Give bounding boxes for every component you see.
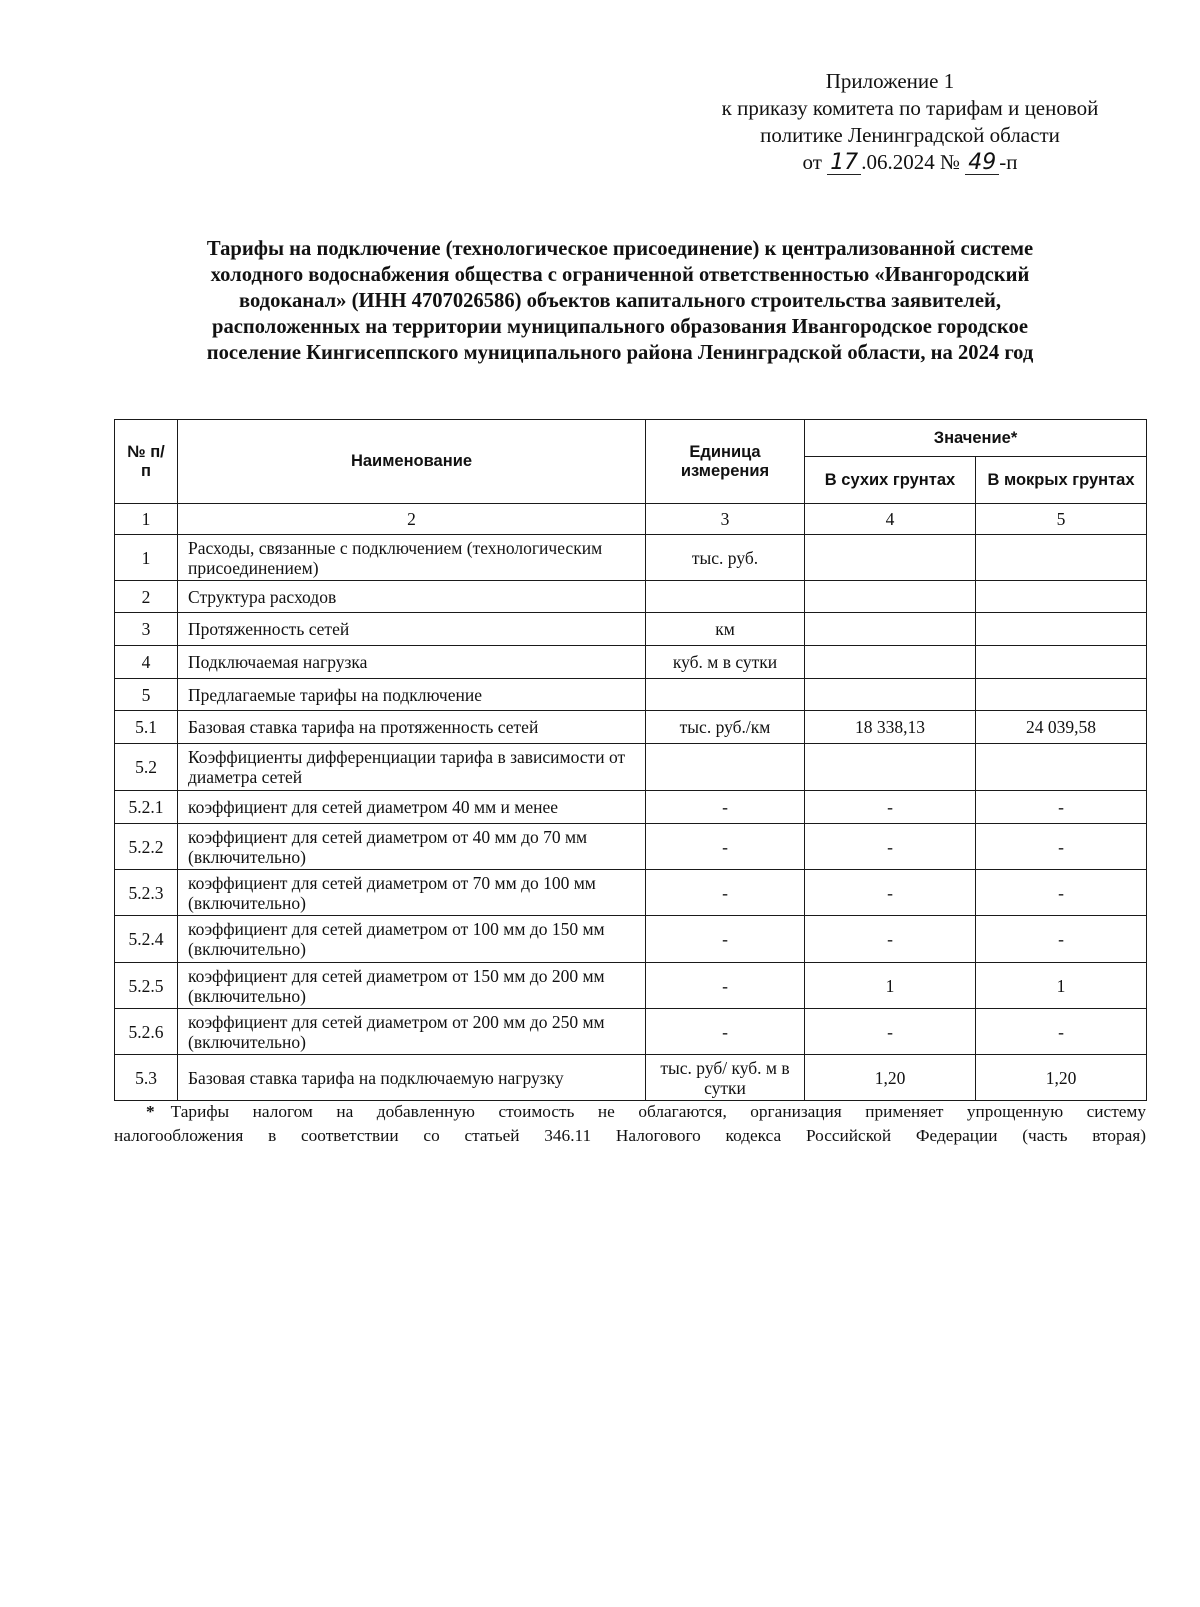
row-value-dry — [805, 581, 976, 613]
row-value-dry — [805, 646, 976, 679]
row-value-wet — [976, 581, 1147, 613]
row-value-dry: - — [805, 824, 976, 870]
header-wet-soil: В мокрых грунтах — [976, 457, 1147, 504]
row-value-wet — [976, 744, 1147, 791]
footnote-marker: * — [146, 1102, 155, 1121]
table-row — [115, 613, 1147, 646]
table-row — [115, 581, 1147, 613]
column-index: 1 — [115, 504, 178, 535]
row-value-wet: - — [976, 824, 1147, 870]
row-value-wet — [976, 535, 1147, 581]
row-number: 5.2 — [115, 744, 178, 791]
order-date-line — [640, 149, 1140, 176]
row-number: 2 — [115, 581, 178, 613]
row-number: 5 — [115, 679, 178, 711]
row-value-wet: 24 039,58 — [976, 711, 1147, 744]
title-line: поселение Кингисеппского муниципального района Ленинградской области, на 2024 год — [206, 342, 1034, 364]
table-row — [115, 870, 1147, 916]
column-index: 3 — [646, 504, 805, 535]
order-reference-line-2: политике Ленинградской области — [760, 123, 1060, 147]
row-value-wet: - — [976, 791, 1147, 824]
row-unit: - — [646, 791, 805, 824]
row-name: Расходы, связанные с подключением (технологическим присоединением) — [178, 535, 646, 581]
row-value-dry: 18 338,13 — [805, 711, 976, 744]
row-value-dry: 1 — [805, 963, 976, 1009]
row-unit — [646, 744, 805, 791]
date-rest: .06.2024 № — [861, 150, 960, 174]
row-value-dry: - — [805, 870, 976, 916]
row-unit: - — [646, 870, 805, 916]
row-unit — [646, 679, 805, 711]
row-value-dry — [805, 744, 976, 791]
row-value-wet — [976, 613, 1147, 646]
table-row — [115, 916, 1147, 963]
header-value-group: Значение* — [805, 420, 1147, 457]
column-index: 5 — [976, 504, 1147, 535]
table-row — [115, 711, 1147, 744]
table-row — [115, 963, 1147, 1009]
row-name: Базовая ставка тарифа на подключаемую нагрузку — [178, 1055, 646, 1101]
row-name: Подключаемая нагрузка — [178, 646, 646, 679]
row-number: 5.2.4 — [115, 916, 178, 963]
row-name: Предлагаемые тарифы на подключение — [178, 679, 646, 711]
table-row — [115, 679, 1147, 711]
title-line: холодного водоснабжения общества с ограниченной ответственностью «Ивангородский — [210, 264, 1030, 286]
row-value-dry — [805, 613, 976, 646]
row-name: коэффициент для сетей диаметром от 100 мм до 150 мм (включительно) — [178, 916, 646, 963]
tariffs-table — [114, 419, 1147, 1101]
row-number: 5.2.6 — [115, 1009, 178, 1055]
table-row — [115, 535, 1147, 581]
row-unit — [646, 581, 805, 613]
column-index: 4 — [805, 504, 976, 535]
row-number: 5.2.2 — [115, 824, 178, 870]
row-value-dry: - — [805, 916, 976, 963]
table-row — [115, 791, 1147, 824]
row-value-wet: 1,20 — [976, 1055, 1147, 1101]
row-value-dry — [805, 679, 976, 711]
row-unit: - — [646, 1009, 805, 1055]
table-row — [115, 744, 1147, 791]
column-index-row — [115, 504, 1147, 535]
row-number: 5.2.3 — [115, 870, 178, 916]
row-unit: - — [646, 963, 805, 1009]
appendix-header — [640, 68, 1140, 176]
title-line: Тарифы на подключение (технологическое присоединение) к централизованной системе — [206, 238, 1034, 260]
table-row — [115, 646, 1147, 679]
row-value-dry: - — [805, 791, 976, 824]
row-number: 5.1 — [115, 711, 178, 744]
handwritten-day: 17 — [827, 152, 861, 175]
row-unit: - — [646, 824, 805, 870]
number-suffix: -п — [999, 150, 1018, 174]
date-prefix: от — [802, 150, 822, 174]
footnote — [114, 1100, 1146, 1148]
row-value-wet — [976, 679, 1147, 711]
footnote-line-1 — [114, 1100, 1146, 1124]
footnote-text-1: Тарифы налогом на добавленную стоимость не облагаются, организация применяет упрощенную систему — [170, 1102, 1146, 1121]
row-number: 5.2.5 — [115, 963, 178, 1009]
header-num: № п/п — [115, 420, 178, 504]
row-name: Структура расходов — [178, 581, 646, 613]
footnote-line-2: налогообложения в соответствии со статьей 346.11 Налогового кодекса Российской Федерации (часть вторая) — [114, 1126, 1146, 1145]
row-name: коэффициент для сетей диаметром 40 мм и менее — [178, 791, 646, 824]
row-number: 3 — [115, 613, 178, 646]
column-index: 2 — [178, 504, 646, 535]
row-value-wet: - — [976, 916, 1147, 963]
row-value-wet — [976, 646, 1147, 679]
row-value-wet: 1 — [976, 963, 1147, 1009]
table-row — [115, 1055, 1147, 1101]
row-name: коэффициент для сетей диаметром от 200 мм до 250 мм (включительно) — [178, 1009, 646, 1055]
row-value-dry — [805, 535, 976, 581]
table-row — [115, 1009, 1147, 1055]
table-row — [115, 824, 1147, 870]
row-name: Протяженность сетей — [178, 613, 646, 646]
header-name: Наименование — [178, 420, 646, 504]
row-name: Коэффициенты дифференциации тарифа в зависимости от диаметра сетей — [178, 744, 646, 791]
row-unit: тыс. руб. — [646, 535, 805, 581]
row-name: Базовая ставка тарифа на протяженность сетей — [178, 711, 646, 744]
row-number: 5.2.1 — [115, 791, 178, 824]
document-title — [120, 236, 1120, 366]
row-unit: куб. м в сутки — [646, 646, 805, 679]
row-value-wet: - — [976, 870, 1147, 916]
row-name: коэффициент для сетей диаметром от 150 мм до 200 мм (включительно) — [178, 963, 646, 1009]
row-name: коэффициент для сетей диаметром от 40 мм до 70 мм (включительно) — [178, 824, 646, 870]
handwritten-number: 49 — [965, 152, 999, 175]
title-line: расположенных на территории муниципального образования Ивангородское городское — [212, 316, 1028, 338]
row-number: 1 — [115, 535, 178, 581]
header-dry-soil: В сухих грунтах — [805, 457, 976, 504]
row-unit: км — [646, 613, 805, 646]
order-reference-line-1: к приказу комитета по тарифам и ценовой — [721, 96, 1099, 120]
row-value-dry: - — [805, 1009, 976, 1055]
appendix-label: Приложение 1 — [825, 69, 955, 93]
row-unit: тыс. руб./км — [646, 711, 805, 744]
header-unit: Единица измерения — [646, 420, 805, 504]
row-number: 5.3 — [115, 1055, 178, 1101]
row-unit: тыс. руб/ куб. м в сутки — [646, 1055, 805, 1101]
row-value-dry: 1,20 — [805, 1055, 976, 1101]
row-unit: - — [646, 916, 805, 963]
row-name: коэффициент для сетей диаметром от 70 мм до 100 мм (включительно) — [178, 870, 646, 916]
title-line: водоканал» (ИНН 4707026586) объектов капитального строительства заявителей, — [239, 290, 1001, 312]
row-number: 4 — [115, 646, 178, 679]
row-value-wet: - — [976, 1009, 1147, 1055]
